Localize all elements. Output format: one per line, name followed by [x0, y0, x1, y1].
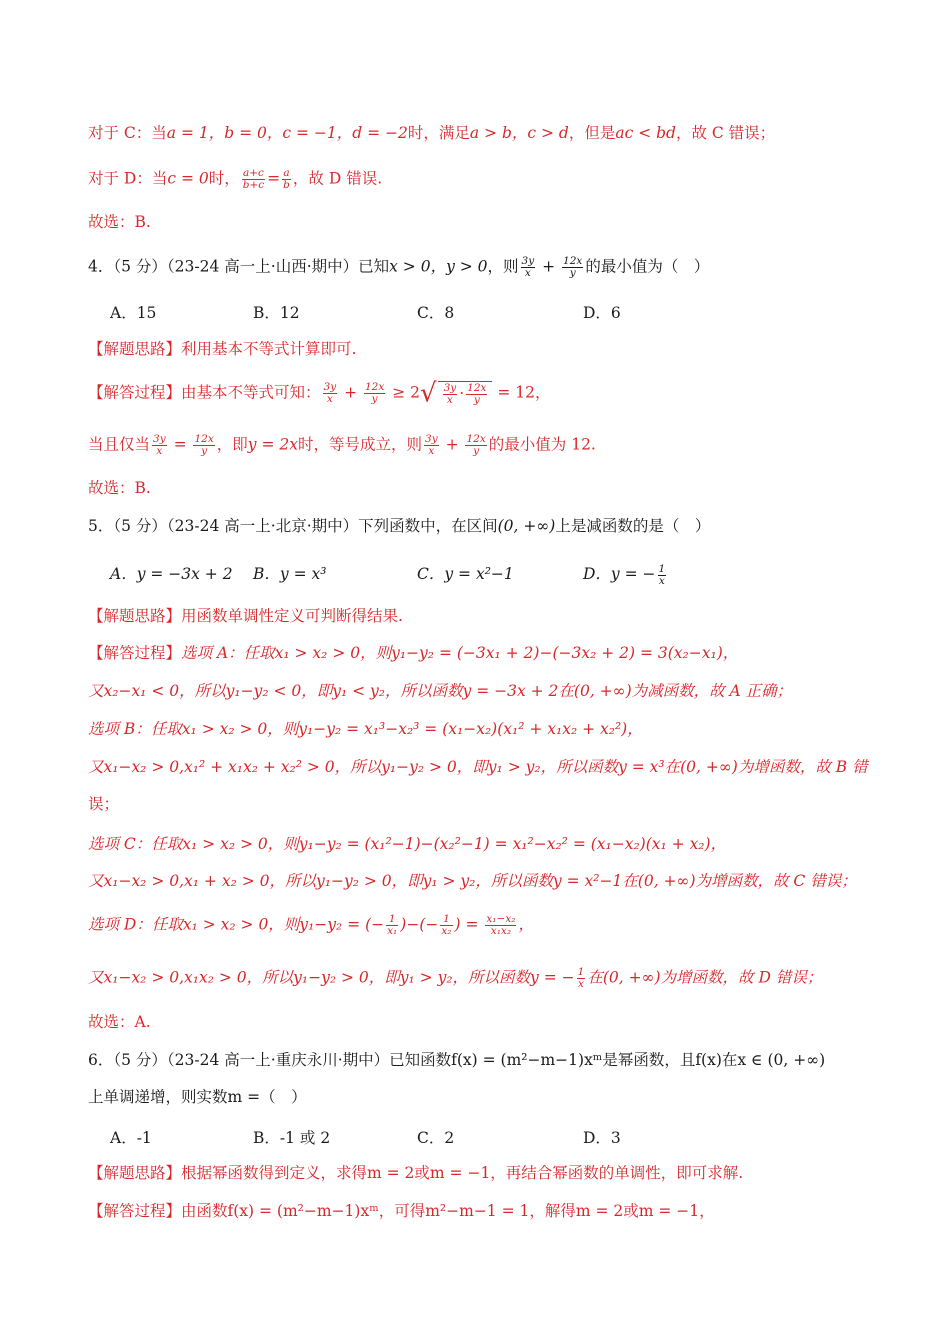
q4-option-c[interactable]: C．8 [417, 304, 455, 322]
q3-option-c-analysis: 对于 C：当a = 1，b = 0，c = −1，d = −2时，满足a > b，c > d，但是ac < bd，故 C 错误； [88, 124, 776, 142]
q5-process-line-4: 又x₁−x₂ > 0,x₁² + x₁x₂ + x₂² > 0，所以y₁−y₂ > 0，即y₁ > y₂，所以函数y = x³在(0, +∞)为增函数，故 B 错 [88, 758, 868, 776]
q5-process-line-1: 【解答过程】选项 A：任取x₁ > x₂ > 0，则y₁−y₂ = (−3x₁ + 2)−(−3x₂ + 2) = 3(x₂−x₁)， [88, 644, 739, 662]
q5-stem: 5．（5 分）（23-24 高一上·北京·期中）下列函数中，在区间(0, +∞)上是减函数的是（ ） [88, 517, 711, 535]
q4-stem: 4．（5 分）（23-24 高一上·山西·期中）已知x > 0，y > 0，则 $\frac{3y}{x}$ + $\frac{12x}{y}$ 的最小值为（ ） [88, 255, 710, 279]
q5-idea: 【解题思路】用函数单调性定义可判断得结果. [88, 607, 403, 625]
q6-option-b[interactable]: B．-1 或 2 [253, 1129, 331, 1147]
q5-process-line-2: 又x₂−x₁ < 0，所以y₁−y₂ < 0，即y₁ < y₂，所以函数y = −3x + 2在(0, +∞)为减函数，故 A 正确； [88, 682, 793, 700]
q5-process-line-8: 又x₁−x₂ > 0,x₁x₂ > 0，所以y₁−y₂ > 0，即y₁ > y₂，所以函数y = − $\frac{1}{x}$ 在(0, +∞)为增函数，故 D 错误； [88, 966, 823, 990]
q5-option-c[interactable]: C．y = x²−1 [417, 565, 514, 583]
q6-process: 【解答过程】由函数f(x) = (m²−m−1)xᵐ，可得m²−m−1 = 1，解得m = 2或m = −1， [88, 1202, 715, 1220]
q3-answer: 故选：B. [88, 213, 151, 231]
q5-process-line-6: 又x₁−x₂ > 0,x₁ + x₂ > 0，所以y₁−y₂ > 0，即y₁ > y₂，所以函数y = x²−1在(0, +∞)为增函数，故 C 错误； [88, 872, 857, 890]
q6-stem: 6．（5 分）（23-24 高一上·重庆永川·期中）已知函数f(x) = (m²−m−1)xᵐ是幂函数，且f(x)在x ∈ (0, +∞) [88, 1051, 826, 1069]
q5-option-b[interactable]: B．y = x³ [253, 565, 327, 583]
q4-equality-condition: 当且仅当 $\frac{3y}{x}$ = $\frac{12x}{y}$ ，即y = 2x时，等号成立，则 $\frac{3y}{x}$ + $\frac{12x}{y}$ 的最小值为 12. [88, 433, 596, 457]
q5-process-line-5: 选项 C：任取x₁ > x₂ > 0，则y₁−y₂ = (x₁²−1)−(x₂²−1) = x₁²−x₂² = (x₁−x₂)(x₁ + x₂)， [88, 835, 727, 853]
q5-process-line-3: 选项 B：任取x₁ > x₂ > 0，则y₁−y₂ = x₁³−x₂³ = (x₁−x₂)(x₁² + x₁x₂ + x₂²)， [88, 720, 643, 738]
q5-process-line-7: 选项 D：任取x₁ > x₂ > 0，则y₁−y₂ = (− $\frac{1}{\text{x₁}}$ )−(− $\frac{1}{\text{x₂}}$ ) = $\frac{\text{x₁−x₂}}{\text{x₁x₂}}$ ， [88, 913, 534, 937]
q6-option-a[interactable]: A．-1 [110, 1129, 152, 1147]
q6-stem-2: 上单调递增，则实数m =（ ） [88, 1088, 307, 1106]
q5-process-line-4b: 误； [88, 795, 120, 813]
q4-process: 【解答过程】由基本不等式可知： $\frac{3y}{x}$ + $\frac{12x}{y}$ ≥ 2√ $\frac{3y}{x}$ · $\frac{12x}{y}$ = 12， [88, 378, 551, 409]
sqrt-sign-icon: √ [420, 378, 437, 409]
q5-option-d[interactable]: D．y = − $\frac{1}{x}$ [583, 562, 666, 587]
q4-answer: 故选：B. [88, 479, 151, 497]
q3-option-d-analysis: 对于 D：当c = 0时， $\frac{a+c}{b+c}$ = $\frac{a}{b}$ ，故 D 错误. [88, 167, 383, 191]
q5-answer: 故选：A. [88, 1013, 151, 1031]
q4-option-a[interactable]: A．15 [110, 304, 157, 322]
q4-option-d[interactable]: D．6 [583, 304, 621, 322]
q4-option-b[interactable]: B．12 [253, 304, 300, 322]
q6-option-c[interactable]: C．2 [417, 1129, 455, 1147]
q6-idea: 【解题思路】根据幂函数得到定义，求得m = 2或m = −1，再结合幂函数的单调性，即可求解. [88, 1164, 744, 1182]
q5-option-a[interactable]: A．y = −3x + 2 [110, 565, 233, 583]
q6-option-d[interactable]: D．3 [583, 1129, 621, 1147]
q4-idea: 【解题思路】利用基本不等式计算即可. [88, 340, 357, 358]
